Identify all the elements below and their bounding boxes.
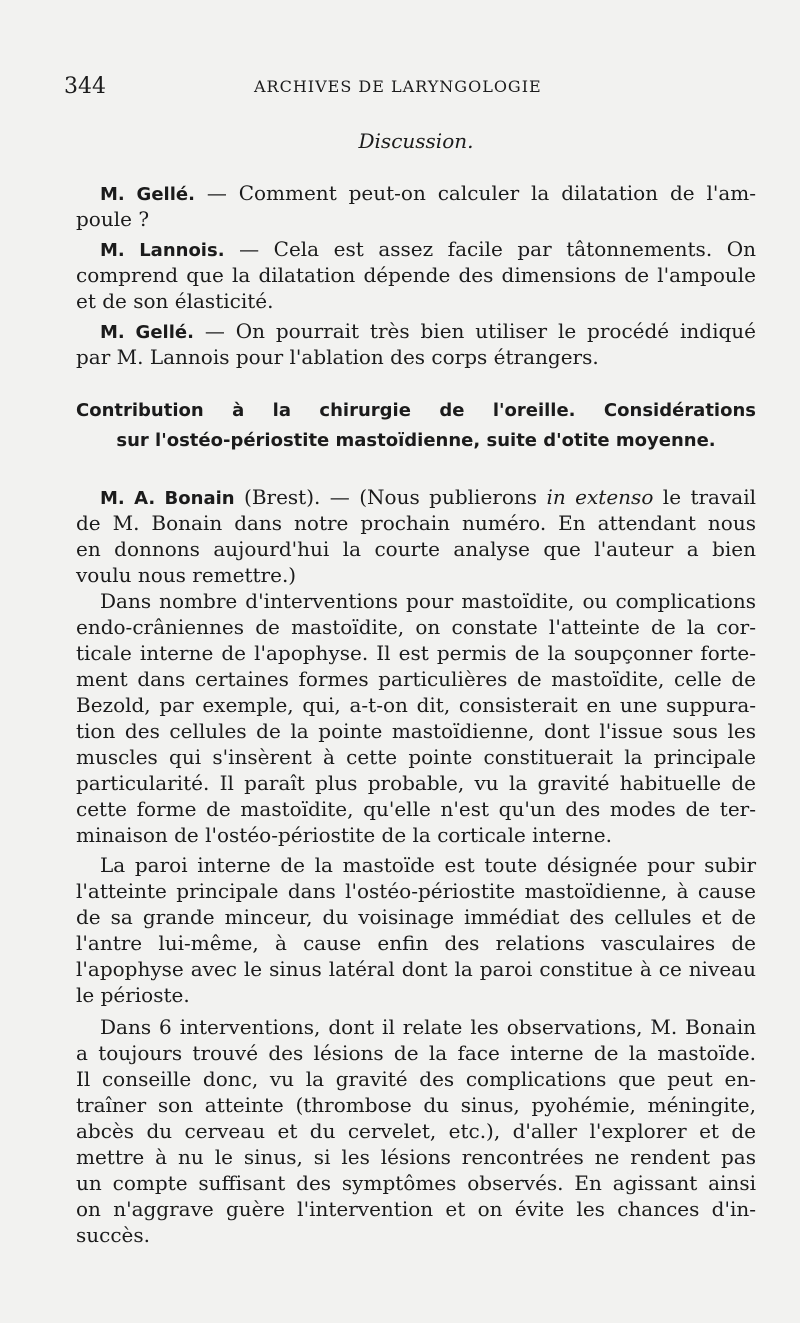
gelle-remark-line-2: poule ? <box>76 207 150 231</box>
paragraph-line: Bezold, par exemple, qui, a-t-on dit, consisterait en une suppura- <box>76 693 756 717</box>
speaker-gelle-second: M. Gellé. <box>100 322 194 343</box>
speaker-gelle: M. Gellé. <box>100 184 195 205</box>
paragraph-line: abcès du cerveau et du cervelet, etc.), d'aller l'explorer et de <box>76 1119 756 1143</box>
paragraph-line: l'antre lui-même, à cause enfin des relations vasculaires de <box>76 931 756 955</box>
bonain-intro-line-1: M. A. Bonain (Brest). — (Nous publierons in extenso le travail <box>100 485 757 509</box>
paragraph-line: on n'aggrave guère l'intervention et on évite les chances d'in- <box>76 1197 756 1221</box>
paragraph-line: tion des cellules de la pointe mastoïdienne, dont l'issue sous les <box>76 719 756 743</box>
lannois-remark-line-3: et de son élasticité. <box>76 289 274 313</box>
page-number: 344 <box>64 74 106 99</box>
paragraph-line: Dans 6 interventions, dont il relate les observations, M. Bonain <box>100 1015 756 1039</box>
paragraph-line: l'apophyse avec le sinus latéral dont la paroi constitue à ce niveau <box>76 957 756 981</box>
discussion-title-text: Discussion. <box>358 129 474 153</box>
paragraph-line: cette forme de mastoïdite, qu'elle n'est qu'un des modes de ter- <box>76 797 756 821</box>
bonain-intro-line-2: de M. Bonain dans notre prochain numéro. En attendant nous <box>76 511 756 535</box>
section-heading-line-2: sur l'ostéo-périostite mastoïdienne, suite d'otite moyenne. <box>116 430 716 451</box>
gelle-second-remark-line-1: M. Gellé. — On pourrait très bien utiliser le procédé indiqué <box>100 319 757 343</box>
running-title: ARCHIVES DE LARYNGOLOGIE <box>254 77 542 96</box>
paragraph-line: La paroi interne de la mastoïde est toute désignée pour subir <box>100 853 756 877</box>
paragraph-line: de sa grande minceur, du voisinage immédiat des cellules et de <box>76 905 756 929</box>
paragraph-line: muscles qui s'insèrent à cette pointe constituerait la principale <box>76 745 756 769</box>
paragraph-line: particularité. Il paraît plus probable, vu la gravité habituelle de <box>76 771 756 795</box>
gelle-remark-line-1: M. Gellé. — Comment peut-on calculer la dilatation de l'am- <box>100 181 757 205</box>
bonain-intro-line-3: en donnons aujourd'hui la courte analyse que l'auteur a bien <box>76 537 756 561</box>
speaker-lannois: M. Lannois. <box>100 240 225 261</box>
paragraph-line: minaison de l'ostéo-périostite de la corticale interne. <box>76 823 612 847</box>
paragraph-line: traîner son atteinte (thrombose du sinus, pyohémie, méningite, <box>76 1093 756 1117</box>
paragraph-line: ment dans certaines formes particulières de mastoïdite, celle de <box>76 667 756 691</box>
paragraph-line: Il conseille donc, vu la gravité des complications que peut en- <box>76 1067 756 1091</box>
paragraph-line: endo-crâniennes de mastoïdite, on constate l'atteinte de la cor- <box>76 615 756 639</box>
paragraph-line: l'atteinte principale dans l'ostéo-périostite mastoïdienne, à cause <box>76 879 756 903</box>
section-heading-line-1: Contribution à la chirurgie de l'oreille. Considérations <box>76 400 756 421</box>
paragraph-line: un compte suffisant des symptômes observés. En agissant ainsi <box>76 1171 756 1195</box>
paragraph-line: mettre à nu le sinus, si les lésions rencontrées ne rendent pas <box>76 1145 756 1169</box>
paragraph-line: ticale interne de l'apophyse. Il est permis de la soupçonner forte- <box>76 641 756 665</box>
speaker-bonain: M. A. Bonain <box>100 488 235 509</box>
in-extenso: in extenso <box>546 485 654 509</box>
bonain-intro-line-4: voulu nous remettre.) <box>76 563 297 587</box>
gelle-second-remark-line-2: par M. Lannois pour l'ablation des corps étrangers. <box>76 345 599 369</box>
paragraph-line: succès. <box>76 1223 151 1247</box>
paragraph-line: le périoste. <box>76 983 190 1007</box>
lannois-remark-line-2: comprend que la dilatation dépende des dimensions de l'ampoule <box>76 263 756 287</box>
paragraph-line: a toujours trouvé des lésions de la face interne de la mastoïde. <box>76 1041 756 1065</box>
page-header <box>64 74 764 104</box>
paragraph-line: Dans nombre d'interventions pour mastoïdite, ou complications <box>100 589 756 613</box>
discussion-title <box>76 128 756 154</box>
lannois-remark-line-1: M. Lannois. — Cela est assez facile par tâtonnements. On <box>100 237 757 261</box>
